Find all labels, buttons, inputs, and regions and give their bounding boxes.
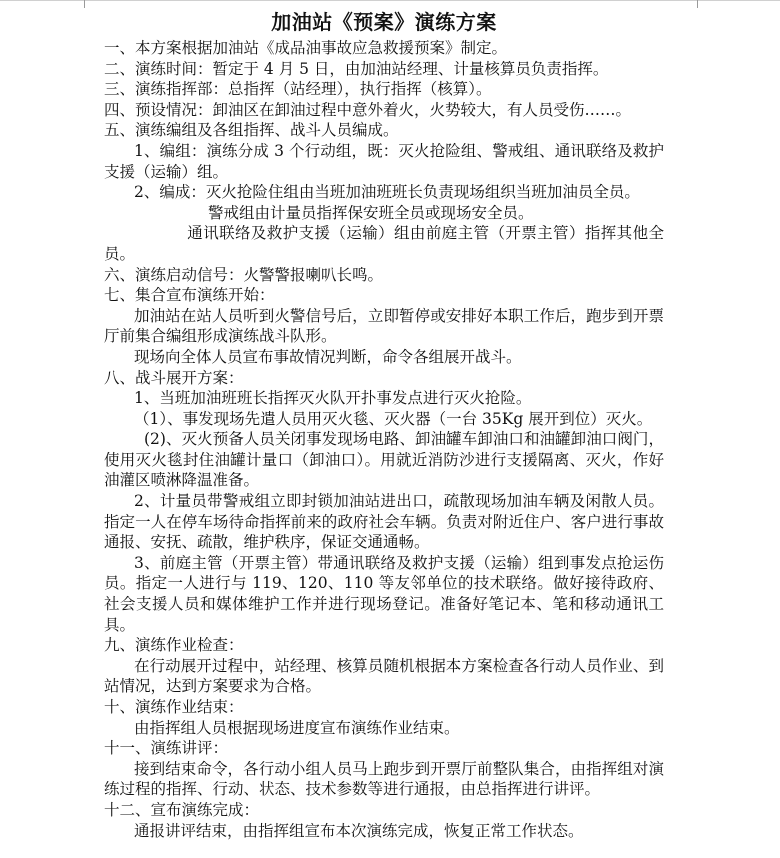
paragraph: 1、当班加油班班长指挥灭火队开扑事发点进行灭火抢险。 (134, 389, 532, 408)
paragraph: 十二、宣布演练完成： (104, 800, 260, 819)
paragraph: 二、演练时间：暂定于 4 月 5 日，由加油站经理、计量核算员负责指挥。 (104, 59, 609, 78)
paragraph: 一、本方案根据加油站《成品油事故应急救援预案》制定。 (104, 39, 508, 57)
paragraph: 四、预设情况：卸油区在卸油过程中意外着火，火势较大，有人员受伤……。 (104, 100, 632, 119)
paragraph: 六、演练启动信号：火警警报喇叭长鸣。 (104, 265, 384, 284)
paragraph: 接到结束命令，各行动小组人员马上跑步到开票厅前整队集合，由指挥组对演练过程的指挥、行动、状态、技术参数等进行通报，由总指挥进行讲评。 (104, 759, 664, 799)
paragraph: 九、演练作业检查： (104, 636, 244, 655)
paragraph: 十、演练作业结束： (104, 698, 244, 716)
document-content (104, 38, 664, 841)
paragraph: 1、编组：演练分成 3 个行动组，既：灭火抢险组、警戒组、通讯联络及救护支援（运输）组。 (104, 141, 664, 181)
paragraph: 3、前庭主管（开票主管）带通讯联络及救护支援（运输）组到事发点抢运伤员。指定一人进行与 119、120、110 等友邻单位的技术联络。做好接待政府、社会支援人员和媒体维护工作并进行现场登记。准备好笔记本、笔和移动通讯工具。 (104, 553, 664, 634)
paragraph: 2、编成：灭火抢险住组由当班加油班班长负责现场组织当班加油员全员。 (134, 183, 640, 202)
paragraph: (2)、灭火预备人员关闭事发现场电路、卸油罐车卸油口和油罐卸油口阀门，使用灭火毯封住油罐计量口（卸油口）。用就近消防沙进行支援隔离、灭火，作好油灌区喷淋降温准备。 (104, 430, 664, 490)
paragraph: 2、计量员带警戒组立即封锁加油站进出口，疏散现场加油车辆及闲散人员。指定一人在停车场待命指挥前来的政府社会车辆。负责对附近住户、客户进行事故通报、安抚、疏散，维护秩序，保证交通通畅。 (104, 492, 664, 552)
paragraph: 七、集合宣布演练开始： (104, 286, 275, 305)
page-top-border (0, 0, 780, 1)
paragraph: 通讯联络及救护支援（运输）组由前庭主管（开票主管）指挥其他全员。 (104, 224, 664, 263)
paragraph: 在行动展开过程中，站经理、核算员随机根据本方案检查各行动人员作业、到站情况，达到方案要求为合格。 (104, 656, 664, 696)
document-body (104, 8, 664, 841)
margin-corner-mark-left (84, 0, 85, 8)
paragraph: 八、战斗展开方案： (104, 368, 244, 387)
paragraph: （1）、事发现场先遣人员用灭火毯、灭火器（一台 35Kg 展开到位）灭火。 (134, 409, 653, 428)
paragraph: 十一、演练讲评： (104, 739, 229, 758)
paragraph: 加油站在站人员听到火警信号后，立即暂停或安排好本职工作后，跑步到开票厅前集合编组形成演练战斗队形。 (104, 306, 664, 346)
paragraph: 警戒组由计量员指挥保安班全员或现场安全员。 (208, 203, 534, 222)
paragraph: 通报讲评结束，由指挥组宣布本次演练完成，恢复正常工作状态。 (134, 821, 584, 840)
paragraph: 五、演练编组及各组指挥、战斗人员编成。 (104, 121, 399, 140)
paragraph: 三、演练指挥部：总指挥（站经理），执行指挥（核算）。 (104, 80, 492, 99)
margin-corner-mark-right (697, 0, 698, 8)
paragraph: 由指挥组人员根据现场进度宣布演练作业结束。 (134, 718, 460, 737)
paragraph: 现场向全体人员宣布事故情况判断，命令各组展开战斗。 (134, 347, 522, 366)
document-title: 加油站《预案》演练方案 (271, 10, 497, 34)
